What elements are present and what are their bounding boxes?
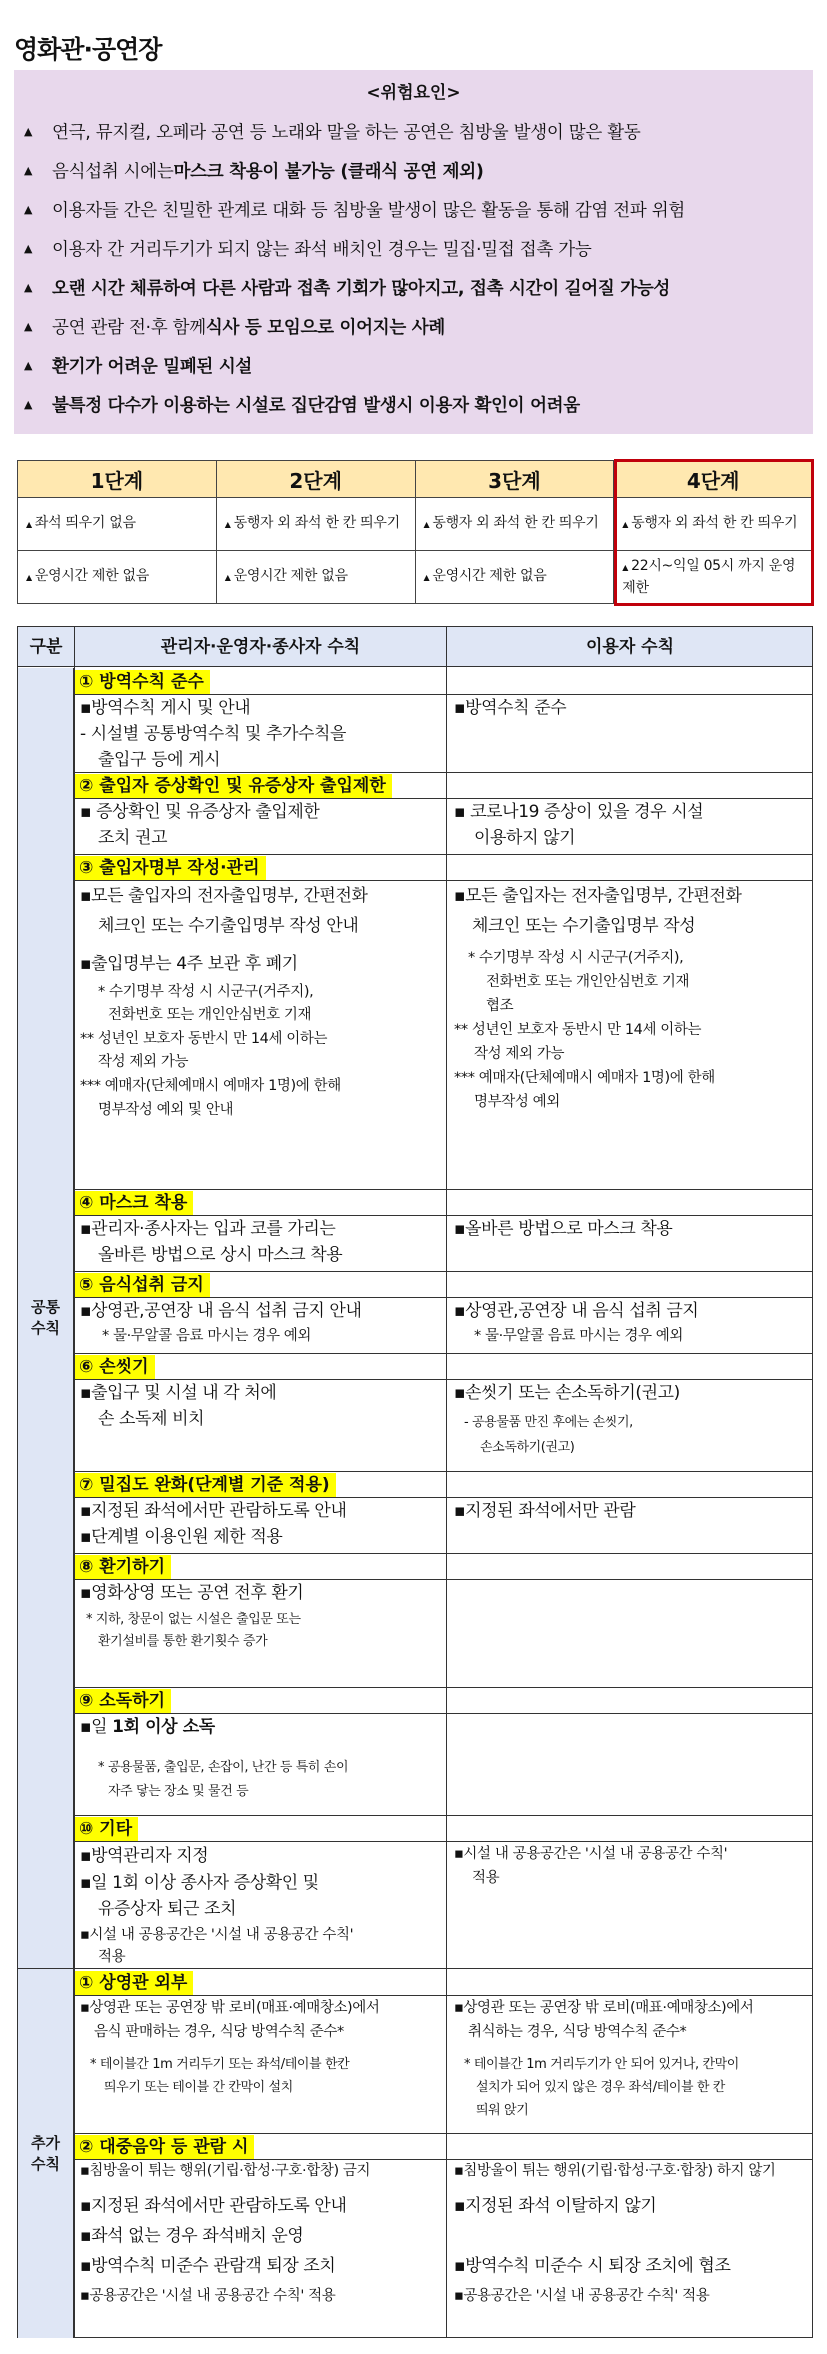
rule-text: ▪시설 내 공용공간은 '시설 내 공용공간 수칙' — [454, 1846, 728, 1862]
triangle-bullet-icon: ▲ — [24, 242, 33, 255]
section-2-title: ② 출입자 증상확인 및 유증상자 출입제한 — [75, 773, 392, 798]
stage-hours-row — [18, 551, 813, 604]
rule-text: 적용 — [472, 1870, 500, 1886]
triangle-bullet-icon: ▲ — [622, 563, 629, 572]
rule-text: *** 예매자(단체예매시 예매자 1명)에 한해 — [80, 1078, 341, 1094]
rule-text: 띄우기 또는 테이블 간 칸막이 설치 — [104, 2080, 293, 2095]
rule-text: 체크인 또는 수기출입명부 작성 안내 — [98, 916, 359, 936]
section-1-title: ① 방역수칙 준수 — [75, 669, 210, 694]
rule-text: - 시설별 공통방역수칙 및 추가수칙을 — [80, 724, 347, 744]
category-extra: 추가 수칙 — [18, 1969, 74, 2338]
rule-text: *** 예매자(단체예매시 예매자 1명)에 한해 — [454, 1070, 715, 1086]
rule-text: 띄워 앉기 — [476, 2103, 529, 2118]
rule-text: 작성 제외 가능 — [474, 1046, 565, 1062]
rule-text: 음식 판매하는 경우, 식당 방역수칙 준수* — [94, 2024, 344, 2040]
row-divider — [75, 1841, 812, 1842]
col-manager-header: 관리자·운영자·종사자 수칙 — [160, 637, 361, 657]
rule-text: ▪상영관 또는 공연장 밖 로비(매표·예매창소)에서 — [454, 2000, 754, 2016]
section-10-title: ⑩ 기타 — [75, 1816, 138, 1841]
triangle-bullet-icon: ▲ — [622, 520, 629, 529]
rule-text: 올바른 방법으로 상시 마스크 착용 — [98, 1245, 343, 1265]
risk-item: ▲ 연극, 뮤지컬, 오페라 공연 등 노래와 말을 하는 공연은 침방울 발생이 많은 활동 — [24, 123, 641, 143]
rule-text: 조치 권고 — [98, 828, 168, 848]
rule-text: ▪모든 출입자는 전자출입명부, 간편전화 — [454, 886, 742, 906]
rule-text: 손소독하기(권고) — [480, 1440, 575, 1455]
stage-cell: ▲ 동행자 외 좌석 한 칸 띄우기 — [216, 498, 415, 551]
page-title: 영화관·공연장 — [14, 35, 162, 64]
triangle-bullet-icon: ▲ — [26, 520, 32, 529]
row-divider — [75, 1353, 812, 1354]
rule-text: 작성 제외 가능 — [98, 1054, 189, 1070]
rule-text: ▪좌석 없는 경우 좌석배치 운영 — [80, 2226, 304, 2246]
stage-table — [17, 460, 813, 604]
section-4-title: ④ 마스크 착용 — [75, 1190, 193, 1215]
rule-text: ▪방역수칙 게시 및 안내 — [80, 698, 251, 718]
rule-text: ** 성년인 보호자 동반시 만 14세 이하는 — [80, 1031, 328, 1047]
rule-text: ▪관리자·종사자는 입과 코를 가리는 — [80, 1219, 336, 1239]
rule-text: ▪출입구 및 시설 내 각 처에 — [80, 1383, 277, 1403]
risk-item: ▲ 공연 관람 전·후 함께 식사 등 모임으로 이어지는 사례 — [24, 318, 445, 338]
rule-text: ▪영화상영 또는 공연 전후 환기 — [80, 1583, 304, 1603]
risk-factors-box — [14, 70, 813, 434]
stage-cell: ▲ 운영시간 제한 없음 — [216, 551, 415, 604]
rule-text: * 테이블간 1m 거리두기 또는 좌석/테이블 한칸 — [90, 2057, 350, 2072]
row-divider — [75, 1815, 812, 1816]
triangle-bullet-icon: ▲ — [24, 320, 33, 333]
stage-cell: ▲ 동행자 외 좌석 한 칸 띄우기 — [614, 498, 813, 551]
column-divider — [446, 627, 447, 2337]
rule-text: 적용 — [98, 1949, 126, 1965]
rule-text: 유증상자 퇴근 조치 — [98, 1899, 237, 1919]
section-3-title: ③ 출입자명부 작성·관리 — [75, 855, 266, 880]
extra-section-2-title: ② 대중음악 등 관람 시 — [75, 2134, 254, 2159]
triangle-bullet-icon: ▲ — [423, 520, 430, 529]
rule-text: 자주 닿는 장소 및 물건 등 — [108, 1784, 249, 1799]
rule-text: 설치가 되어 있지 않은 경우 좌석/테이블 한 칸 — [476, 2080, 725, 2095]
rule-text: ▪출입명부는 4주 보관 후 폐기 — [80, 954, 298, 974]
rule-text: - 공용물품 만진 후에는 손씻기, — [464, 1415, 633, 1430]
rule-text: * 물·무알콜 음료 마시는 경우 예외 — [474, 1328, 683, 1344]
category-common: 공통 수칙 — [18, 668, 74, 1968]
col-category-header: 구분 — [29, 637, 63, 657]
risk-header: <위험요인> — [366, 83, 461, 103]
rule-text: ▪방역수칙 준수 — [454, 698, 567, 718]
rule-text: 체크인 또는 수기출입명부 작성 — [472, 916, 696, 936]
row-divider — [75, 1995, 812, 1996]
stage-cell: ▲ 22시~익일 05시 까지 운영 제한 — [614, 551, 813, 604]
risk-item: ▲ 이용자들 간은 친밀한 관계로 대화 등 침방울 발생이 많은 활동을 통해 감염 전파 위험 — [24, 201, 685, 221]
rule-text: ▪상영관 또는 공연장 밖 로비(매표·예매창소)에서 — [80, 2000, 380, 2016]
stage-header-row — [18, 461, 813, 498]
stage-cell: ▲ 운영시간 제한 없음 — [18, 551, 217, 604]
rule-text: * 물·무알콜 음료 마시는 경우 예외 — [102, 1328, 311, 1344]
rule-text: ▪상영관,공연장 내 음식 섭취 금지 — [454, 1301, 699, 1321]
rules-table — [17, 626, 813, 2338]
triangle-bullet-icon: ▲ — [24, 398, 33, 411]
rule-text: ▪방역수칙 미준수 시 퇴장 조치에 협조 — [454, 2256, 731, 2276]
triangle-bullet-icon: ▲ — [24, 203, 33, 216]
rule-text: 명부작성 예외 및 안내 — [98, 1102, 234, 1118]
rule-text: * 수기명부 작성 시 시군구(거주지), — [98, 984, 314, 1000]
rule-text: ▪지정된 좌석에서만 관람 — [454, 1501, 636, 1521]
rule-text: * 공용물품, 출입문, 손잡이, 난간 등 특히 손이 — [98, 1760, 349, 1775]
rule-text: ▪올바른 방법으로 마스크 착용 — [454, 1219, 673, 1239]
rule-text: ▪침방울이 튀는 행위(기립·합성·구호·합창) 금지 — [80, 2163, 371, 2179]
rule-text: ▪상영관,공연장 내 음식 섭취 금지 안내 — [80, 1301, 362, 1321]
rule-text: ▪침방울이 튀는 행위(기립·합성·구호·합창) 하지 않기 — [454, 2163, 776, 2179]
triangle-bullet-icon: ▲ — [26, 573, 32, 582]
risk-item: ▲ 이용자 간 거리두기가 되지 않는 좌석 배치인 경우는 밀집·밀접 접촉 가능 — [24, 240, 592, 260]
stage-header: 4단계 — [614, 461, 813, 498]
risk-item: ▲ 불특정 다수가 이용하는 시설로 집단감염 발생시 이용자 확인이 어려움 — [24, 396, 580, 416]
risk-list — [24, 112, 807, 424]
rule-text: ▪일 1회 이상 소독 — [80, 1717, 215, 1737]
risk-item: ▲ 오랜 시간 체류하여 다른 사람과 접촉 기회가 많아지고, 접촉 시간이 길어질 가능성 — [24, 279, 671, 299]
stage-cell: ▲ 운영시간 제한 없음 — [415, 551, 614, 604]
rule-text: ▪방역수칙 미준수 관람객 퇴장 조치 — [80, 2256, 336, 2276]
row-divider — [75, 880, 812, 881]
rule-text: * 지하, 창문이 없는 시설은 출입문 또는 — [86, 1612, 301, 1627]
section-6-title: ⑥ 손씻기 — [75, 1354, 155, 1379]
stage-cell: ▲ 좌석 띄우기 없음 — [18, 498, 217, 551]
rule-text: ** 성년인 보호자 동반시 만 14세 이하는 — [454, 1022, 702, 1038]
rule-text: ▪지정된 좌석에서만 관람하도록 안내 — [80, 1501, 347, 1521]
rule-text: 출입구 등에 게시 — [98, 750, 221, 770]
rule-text: 환기설비를 통한 환기횟수 증가 — [98, 1634, 268, 1649]
rule-text: ▪단계별 이용인원 제한 적용 — [80, 1527, 283, 1547]
rule-text: 명부작성 예외 — [474, 1094, 560, 1110]
rule-text: ▪지정된 좌석 이탈하지 않기 — [454, 2196, 657, 2216]
section-5-title: ⑤ 음식섭취 금지 — [75, 1272, 210, 1297]
stage-cell: ▲ 동행자 외 좌석 한 칸 띄우기 — [415, 498, 614, 551]
col-user-header: 이용자 수칙 — [585, 637, 675, 657]
section-9-title: ⑨ 소독하기 — [75, 1688, 171, 1713]
rules-header-row — [18, 627, 812, 667]
rule-text: * 수기명부 작성 시 시군구(거주지), — [468, 950, 684, 966]
rule-text: ▪지정된 좌석에서만 관람하도록 안내 — [80, 2196, 347, 2216]
stage-header: 2단계 — [216, 461, 415, 498]
rule-text: ▪방역관리자 지정 — [80, 1846, 209, 1866]
row-divider — [75, 1687, 812, 1688]
rule-text: ▪공용공간은 '시설 내 공용공간 수칙' 적용 — [454, 2288, 710, 2304]
rule-text: ▪모든 출입자의 전자출입명부, 간편전화 — [80, 886, 368, 906]
stage-seat-row — [18, 498, 813, 551]
triangle-bullet-icon: ▲ — [24, 281, 33, 294]
rule-text: 취식하는 경우, 식당 방역수칙 준수* — [468, 2024, 687, 2040]
triangle-bullet-icon: ▲ — [24, 164, 33, 177]
triangle-bullet-icon: ▲ — [423, 573, 430, 582]
rule-text: 전화번호 또는 개인안심번호 기재 — [486, 974, 690, 990]
section-8-title: ⑧ 환기하기 — [75, 1554, 171, 1579]
risk-item: ▲ 환기가 어려운 밀폐된 시설 — [24, 357, 253, 377]
stage-header: 3단계 — [415, 461, 614, 498]
triangle-bullet-icon: ▲ — [224, 573, 231, 582]
triangle-bullet-icon: ▲ — [24, 125, 33, 138]
rule-text: 이용하지 않기 — [474, 828, 576, 848]
row-divider — [75, 1553, 812, 1554]
rule-text: * 테이블간 1m 거리두기가 안 되어 있거나, 칸막이 — [464, 2057, 739, 2072]
triangle-bullet-icon: ▲ — [224, 520, 231, 529]
rule-text: ▪손씻기 또는 손소독하기(권고) — [454, 1383, 680, 1403]
rule-text: 협조 — [486, 998, 514, 1014]
section-7-title: ⑦ 밀집도 완화(단계별 기준 적용) — [75, 1472, 336, 1497]
rule-text: 손 소독제 비치 — [98, 1409, 205, 1429]
rule-text: ▪시설 내 공용공간은 '시설 내 공용공간 수칙' — [80, 1927, 354, 1943]
extra-section-1-title: ① 상영관 외부 — [75, 1970, 193, 1995]
stage-header: 1단계 — [18, 461, 217, 498]
risk-item: ▲ 음식섭취 시에는 마스크 착용이 불가능 (클래식 공연 제외) — [24, 162, 484, 182]
rule-text: 전화번호 또는 개인안심번호 기재 — [108, 1007, 312, 1023]
rule-text: ▪일 1회 이상 종사자 증상확인 및 — [80, 1873, 319, 1893]
rule-text: ▪ 코로나19 증상이 있을 경우 시설 — [454, 802, 704, 822]
rule-text: ▪공용공간은 '시설 내 공용공간 수칙' 적용 — [80, 2288, 336, 2304]
category-divider — [18, 1968, 812, 1969]
triangle-bullet-icon: ▲ — [24, 359, 33, 372]
rule-text: ▪ 증상확인 및 유증상자 출입제한 — [80, 802, 320, 822]
